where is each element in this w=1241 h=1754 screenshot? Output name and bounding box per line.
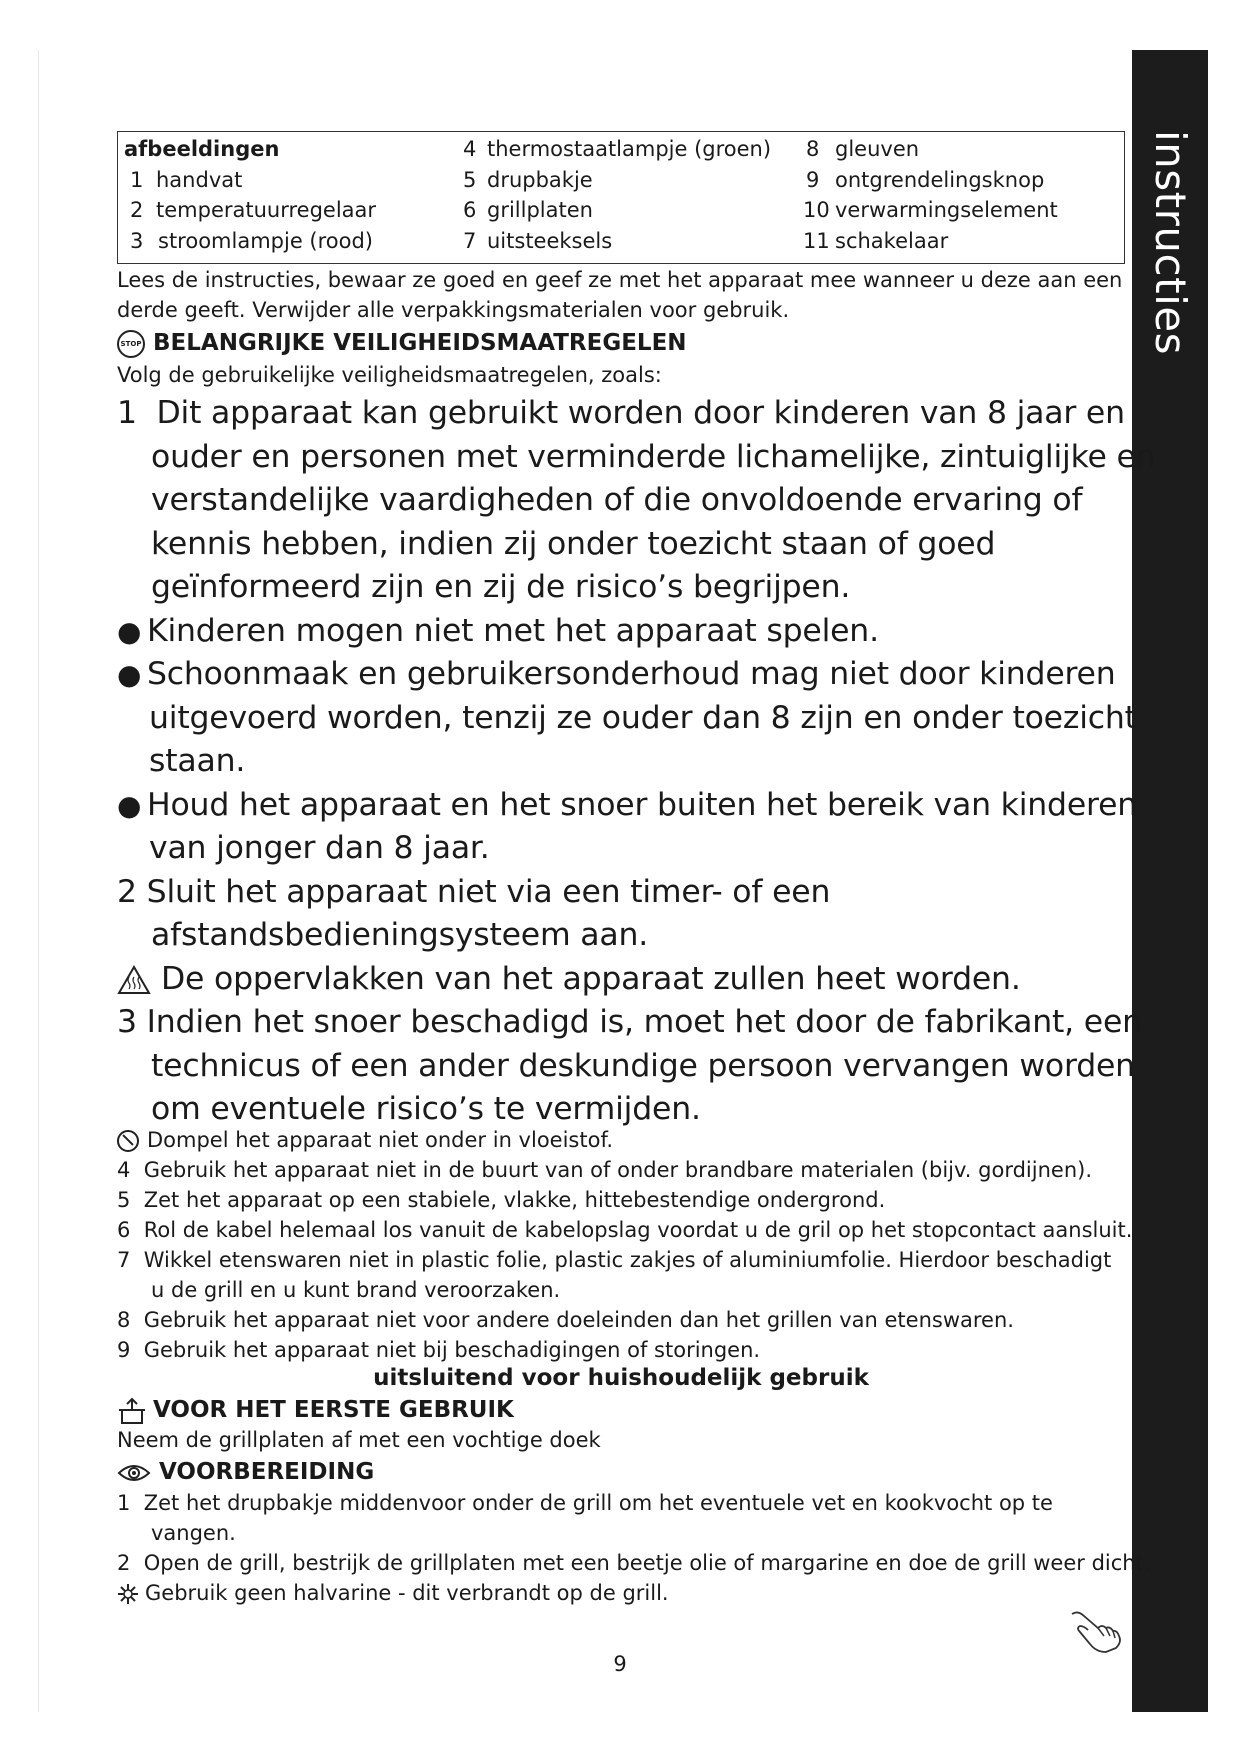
no-immerse-icon xyxy=(117,1130,139,1152)
list-item: 7 Wikkel etenswaren niet in plastic folie, plastic zakjes of aluminiumfolie. Hierdoor beschadigt u de grill en u kunt brand veroorzaken. xyxy=(117,1248,1112,1302)
list-item: 9 Gebruik het apparaat niet bij beschadigingen of storingen. xyxy=(117,1338,761,1362)
list-item: 1 Zet het drupbakje middenvoor onder de grill om het eventuele vet en kookvocht op te vangen. xyxy=(117,1491,1053,1545)
sidebar-label: instructies xyxy=(1146,130,1195,355)
bullet-icon: ● xyxy=(117,788,142,822)
hot-surface-warning-icon xyxy=(117,965,151,995)
bullet-icon: ● xyxy=(117,614,142,648)
legend-item: 4 thermostaatlampje (groen) xyxy=(463,137,772,161)
legend-column-3 xyxy=(799,134,1058,256)
legend-item: 1 handvat xyxy=(130,167,243,192)
legend-item: 7 uitsteeksels xyxy=(463,228,613,253)
legend-heading: afbeeldingen xyxy=(124,137,280,161)
preparation-heading: VOORBEREIDING xyxy=(117,1457,374,1487)
safety-bullet: ● Kinderen mogen niet met het apparaat spelen. xyxy=(117,610,1155,654)
safety-small-list xyxy=(117,1125,1132,1365)
safety-item-3: 3 Indien het snoer beschadigd is, moet het door de fabrikant, een technicus of een ander deskundige persoon vervangen worden om eventuele risico’s te vermijden. xyxy=(117,1004,1142,1127)
hot-surface-warning: De oppervlakken van het apparaat zullen heet worden. xyxy=(117,958,1155,1002)
safety-item-1: 1 Dit apparaat kan gebruikt worden door kinderen van 8 jaar en ouder en personen met verminderde lichamelijke, zintuiglijke en verstandelijke vaardigheden of die onvoldoende ervaring of kennis hebben, indien zij onder toezicht staan of goed geïnformeerd zijn en zij de risico’s begrijpen. xyxy=(117,395,1156,605)
safety-subheading: Volg de gebruikelijke veiligheidsmaatregelen, zoals: xyxy=(117,363,662,387)
first-use-text: Neem de grillplaten af met een vochtige doek xyxy=(117,1428,601,1452)
eye-icon xyxy=(117,1461,151,1485)
legend-item: 8 gleuven xyxy=(806,137,920,161)
safety-bullet: ● Houd het apparaat en het snoer buiten het bereik van kinderen van jonger dan 8 jaar. xyxy=(117,784,1155,871)
legend-item: 9 ontgrendelingsknop xyxy=(806,167,1045,192)
legend-column-1 xyxy=(124,134,376,256)
unpack-icon xyxy=(117,1397,147,1425)
legend-item: 3 stroomlampje (rood) xyxy=(130,228,374,253)
pointing-hand-icon xyxy=(1068,1598,1124,1656)
intro-text: Lees de instructies, bewaar ze goed en geef ze met het apparaat mee wanneer u deze aan een derde geeft. Verwijder alle verpakkingsmaterialen voor gebruik. xyxy=(117,268,1123,322)
parts-legend xyxy=(117,131,1125,264)
page-number: 9 xyxy=(613,1652,627,1676)
page-edge-line xyxy=(38,50,39,1712)
safety-heading: STOP BELANGRIJKE VEILIGHEIDSMAATREGELEN xyxy=(117,328,687,358)
list-item: 8 Gebruik het apparaat niet voor andere doeleinden dan het grillen van etenswaren. xyxy=(117,1308,1014,1332)
bullet-icon: ● xyxy=(117,658,142,691)
tip-icon xyxy=(117,1583,139,1605)
first-use-heading: VOOR HET EERSTE GEBRUIK xyxy=(117,1395,514,1425)
legend-item: 6 grillplaten xyxy=(463,198,593,222)
list-item: 2 Open de grill, bestrijk de grillplaten met een beetje olie of margarine en doe de grill weer dicht. xyxy=(117,1551,1151,1575)
legend-item: 11 schakelaar xyxy=(803,228,949,253)
legend-item: 10 verwarmingselement xyxy=(803,198,1058,222)
legend-item: 2 temperatuurregelaar xyxy=(130,198,377,222)
list-item: 6 Rol de kabel helemaal los vanuit de kabelopslag voordat u de gril op het stopcontact aansluit. xyxy=(117,1218,1133,1242)
immerse-warning: Dompel het apparaat niet onder in vloeistof. xyxy=(117,1125,1132,1155)
legend-item: 5 drupbakje xyxy=(463,167,593,192)
safety-item-2: 2 Sluit het apparaat niet via een timer- of een afstandsbedieningsysteem aan. xyxy=(117,873,831,953)
legend-column-2 xyxy=(463,134,771,256)
stop-icon: STOP xyxy=(117,330,145,358)
list-item: 5 Zet het apparaat op een stabiele, vlakke, hittebestendige ondergrond. xyxy=(117,1188,886,1212)
list-item: 4 Gebruik het apparaat niet in de buurt van of onder brandbare materialen (bijv. gordijnen). xyxy=(117,1158,1092,1182)
tip-item: Gebruik geen halvarine - dit verbrandt op de grill. xyxy=(117,1578,1151,1608)
preparation-list xyxy=(117,1488,1151,1608)
safety-bullet: ● Schoonmaak en gebruikersonderhoud mag niet door kinderen uitgevoerd worden, tenzij ze ouder dan 8 zijn en onder toezicht staan. xyxy=(117,653,1155,784)
safety-main-list xyxy=(117,392,1155,1132)
household-note: uitsluitend voor huishoudelijk gebruik xyxy=(373,1365,869,1391)
